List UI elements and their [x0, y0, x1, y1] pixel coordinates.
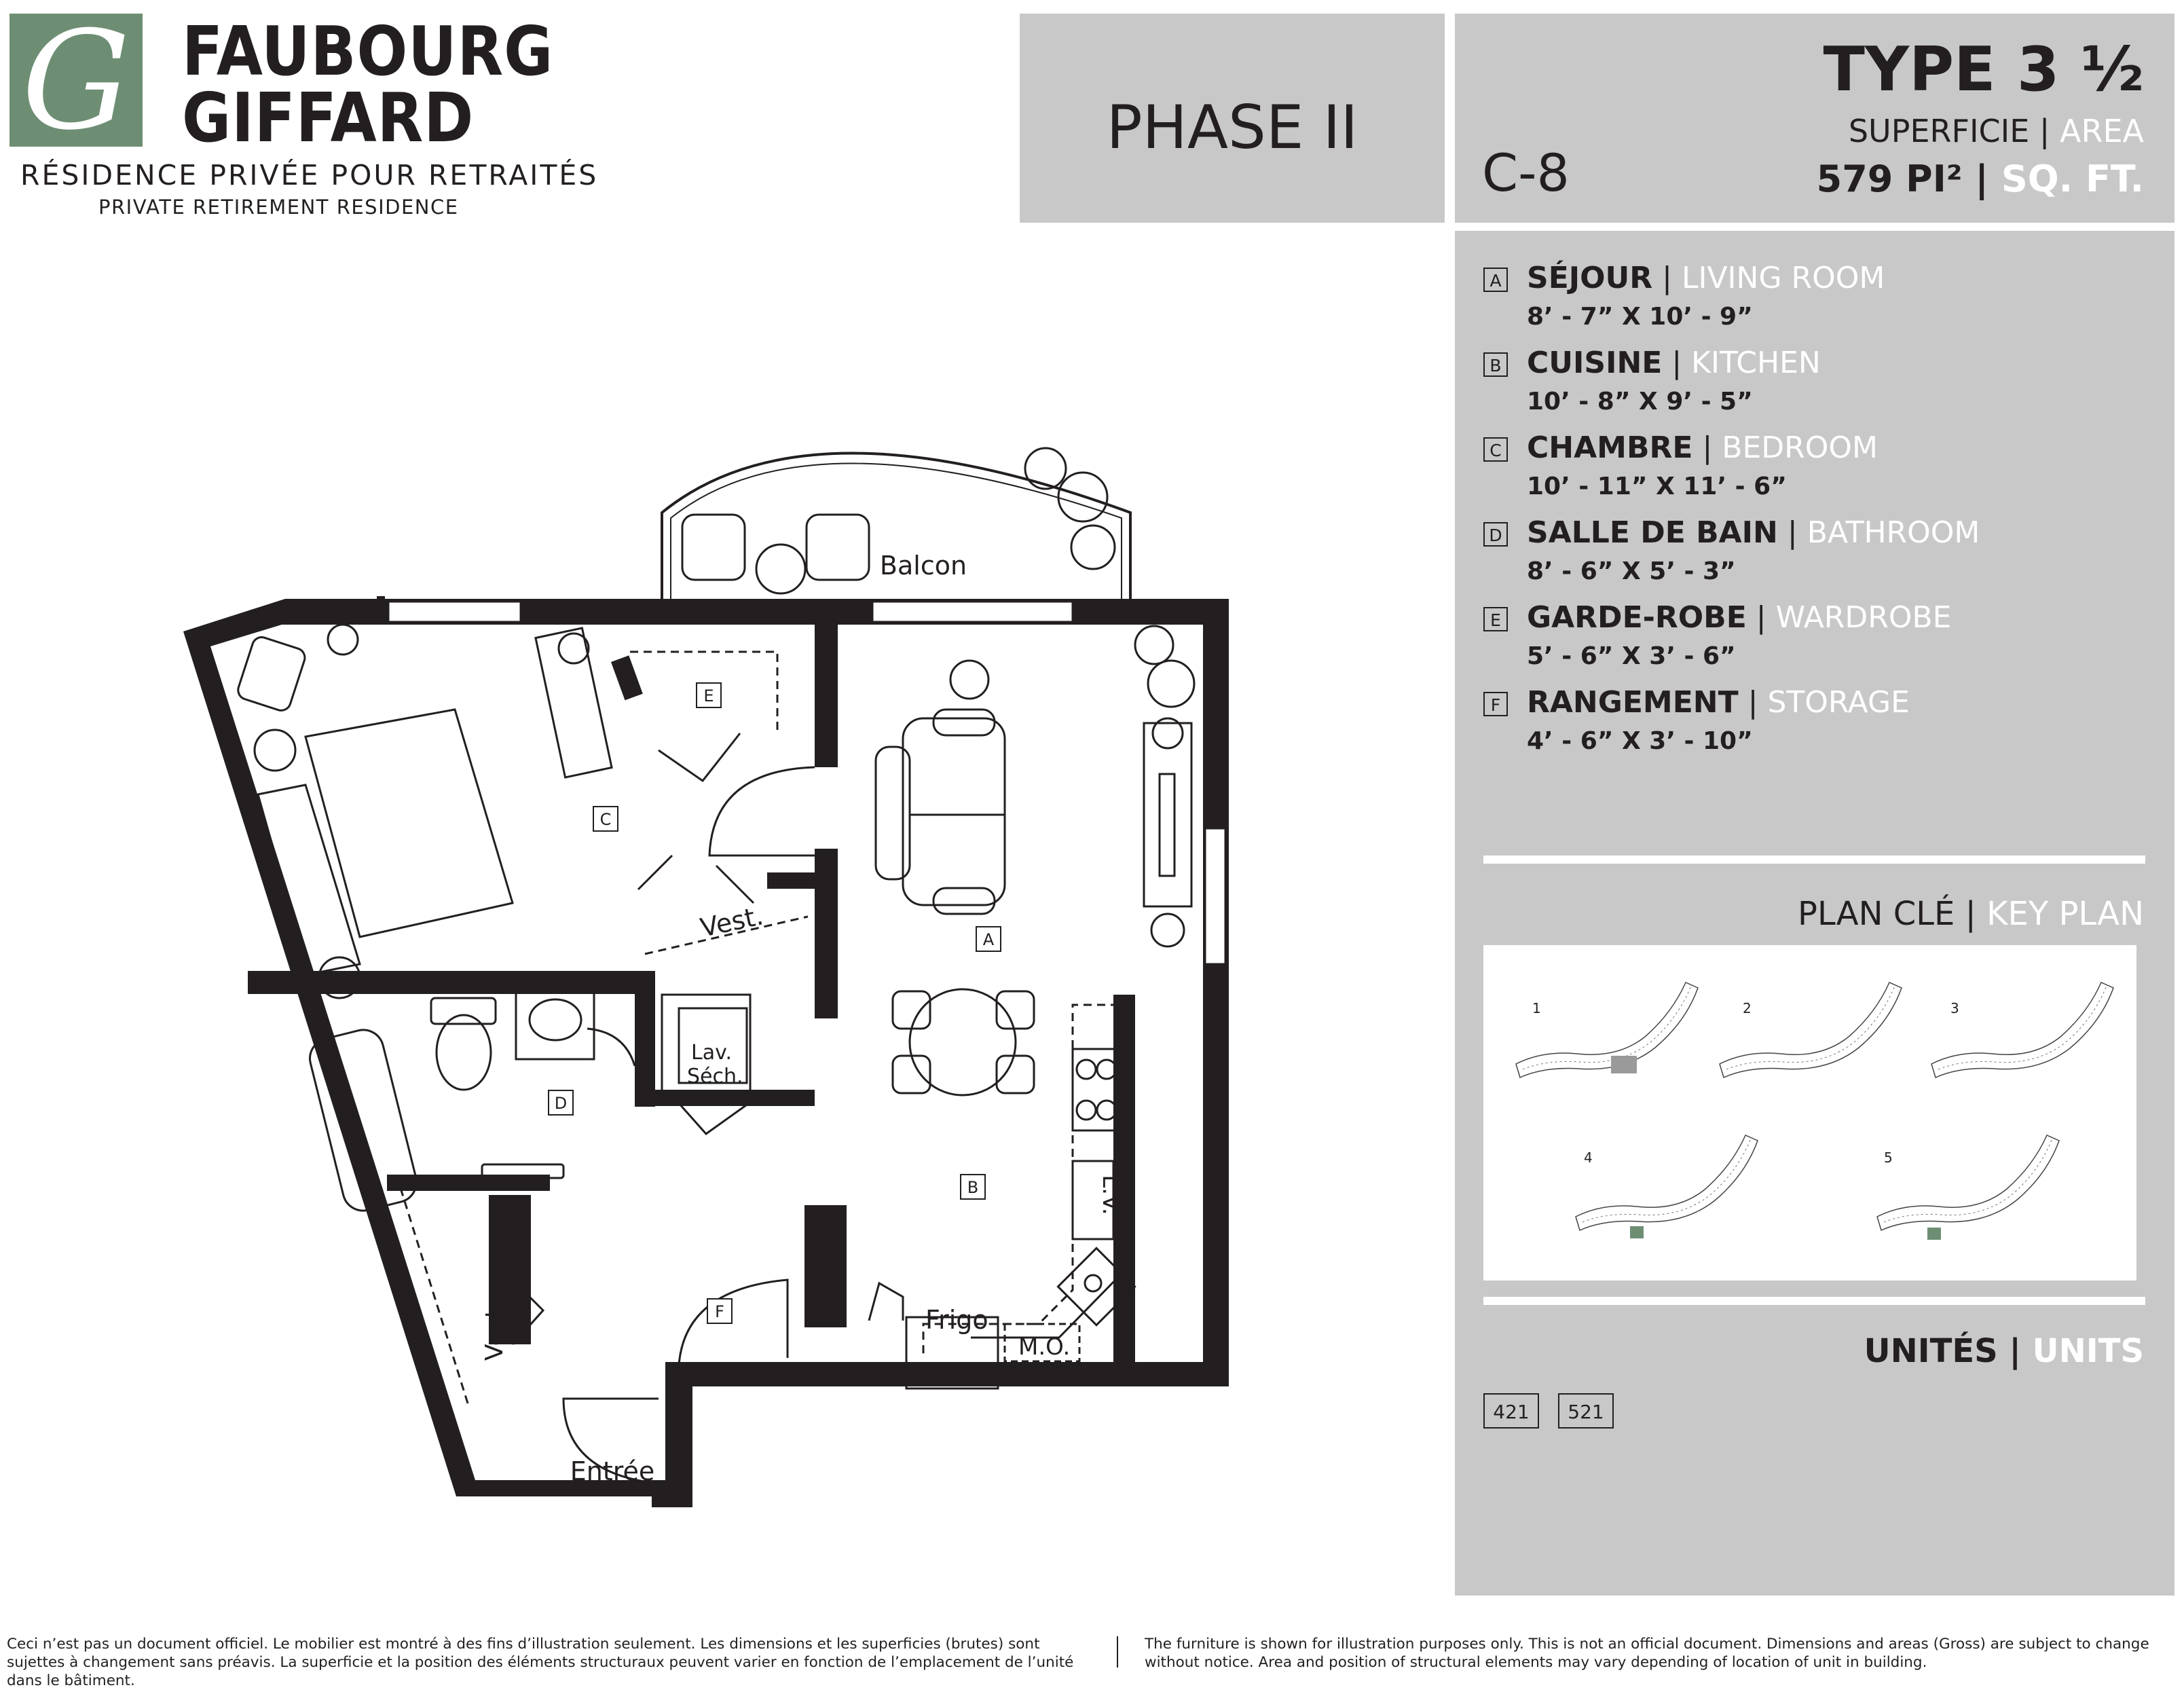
divider [1483, 1297, 2145, 1305]
key-plan-floor-label: 2 [1743, 1000, 1752, 1016]
separator: | [1756, 600, 1766, 635]
room-marker: E [703, 686, 714, 705]
microwave-label: M.O. [1018, 1333, 1071, 1361]
separator: | [1975, 158, 1989, 200]
door-swing [659, 733, 740, 781]
separator: | [1702, 430, 1713, 465]
key-plan-floor-label: 4 [1584, 1149, 1593, 1166]
divider [1483, 855, 2145, 864]
fridge-label: Frigo [925, 1305, 988, 1335]
room-dimensions: 8’ - 7” X 10’ - 9” [1527, 303, 1753, 331]
sofa [876, 710, 1005, 914]
laundry-label: Séch. [687, 1065, 743, 1088]
key-plan-floor-5 [1877, 1135, 2059, 1240]
key-plan-title-fr: PLAN CLÉ [1798, 895, 1955, 933]
area-caption [1849, 113, 2144, 149]
door-swing [709, 767, 815, 855]
door-swing [638, 855, 754, 903]
room-name-fr: CUISINE [1527, 346, 1663, 380]
room-marker: C [599, 810, 612, 829]
key-plan-highlight [1611, 1056, 1637, 1073]
room-name [1527, 685, 1910, 720]
divider [1117, 1636, 1118, 1668]
unit-code: C-8 [1482, 143, 1570, 203]
key-plan-highlight [1630, 1226, 1644, 1238]
dining-table [893, 989, 1034, 1095]
key-plan-title [1798, 895, 2144, 933]
dishwasher-label: L.V. [1097, 1175, 1124, 1215]
laundry-label: Lav. [691, 1041, 733, 1065]
unit-number-chip: 521 [1558, 1393, 1614, 1429]
room-letter-badge: E [1483, 607, 1508, 631]
key-plan-highlight [1927, 1228, 1941, 1240]
balcony-chair [682, 515, 869, 580]
balcony-table [756, 545, 805, 593]
room-dimensions: 4’ - 6” X 3’ - 10” [1527, 727, 1753, 755]
room-name [1527, 515, 1980, 550]
dresser [536, 628, 612, 777]
room-name [1527, 346, 1821, 380]
balcony-label: Balcon [879, 551, 967, 581]
logo-letter: G [22, 14, 130, 147]
key-plan [1483, 945, 2136, 1281]
room-name [1527, 600, 1951, 635]
room-marker: B [967, 1178, 979, 1197]
room-name-en: BEDROOM [1722, 430, 1878, 465]
room-letter-badge: C [1483, 437, 1508, 462]
room-name [1527, 261, 1885, 295]
room-letter-badge: B [1483, 352, 1508, 377]
room-name-fr: CHAMBRE [1527, 430, 1693, 465]
room-letter-badge: D [1483, 522, 1508, 547]
area-label-en: AREA [2060, 113, 2144, 149]
g-monogram-logo [10, 14, 143, 147]
separator: | [1965, 895, 1976, 933]
room-name-en: STORAGE [1767, 685, 1910, 720]
floor-plan [136, 380, 1249, 1534]
separator: | [1662, 261, 1672, 295]
tagline-fr: RÉSIDENCE PRIVÉE POUR RETRAITÉS [20, 159, 599, 191]
key-plan-floor-label: 1 [1532, 1000, 1541, 1016]
units-title-en: UNITS [2032, 1332, 2144, 1370]
unit-type-label: TYPE 3 ½ [1823, 34, 2144, 105]
room-name-en: BATHROOM [1807, 515, 1980, 550]
sink [516, 984, 594, 1059]
window [388, 602, 1225, 964]
room-dimensions: 8’ - 6” X 5’ - 3” [1527, 557, 1736, 585]
key-plan-floor-label: 5 [1884, 1149, 1893, 1166]
armchair [236, 635, 307, 713]
separator: | [1747, 685, 1758, 720]
brand-name-line1: FAUBOURG [182, 12, 554, 91]
tagline-en: PRIVATE RETIREMENT RESIDENCE [98, 196, 459, 219]
key-plan-title-en: KEY PLAN [1986, 895, 2144, 933]
brand-name-line2: GIFFARD [182, 78, 475, 158]
room-dimensions: 10’ - 8” X 9’ - 5” [1527, 388, 1753, 416]
door-swing [869, 1283, 903, 1321]
room-name-en: WARDROBE [1775, 600, 1952, 635]
vestibule-label: Vest. [697, 900, 766, 943]
room-name-fr: SALLE DE BAIN [1527, 515, 1778, 550]
room-name-en: LIVING ROOM [1681, 261, 1885, 295]
key-plan-floor-4 [1576, 1135, 1758, 1238]
phase-box [1020, 14, 1445, 223]
disclaimer-en: The furniture is shown for illustration purposes only. This is not an official document. Dimensions and areas (Gross) are subject to change without notice. Area and position of structural elements may vary depending of location of unit in building. [1145, 1636, 2149, 1671]
room-marker: F [715, 1302, 724, 1321]
key-plan-floor-1 [1516, 982, 1698, 1078]
room-dimensions: 10’ - 11” X 11’ - 6” [1527, 473, 1787, 500]
separator: | [2039, 113, 2050, 149]
unit-type-box [1455, 14, 2174, 223]
room-name-fr: GARDE-ROBE [1527, 600, 1747, 635]
room-letter-badge: A [1483, 268, 1508, 292]
area-value [1817, 158, 2144, 200]
room-name-en: KITCHEN [1691, 346, 1821, 380]
room-letter-badge: F [1483, 692, 1508, 716]
room-name [1527, 430, 1878, 465]
room-dimensions: 5’ - 6” X 3’ - 6” [1527, 642, 1736, 670]
key-plan-floor-3 [1931, 982, 2113, 1078]
vestibule-label: Vest. [481, 1300, 508, 1361]
room-name-fr: SÉJOUR [1527, 261, 1653, 295]
disclaimer-fr: Ceci n’est pas un document officiel. Le mobilier est montré à des fins d’illustration seulement. Les dimensions et les superficies (brutes) sont sujettes à changement sans préavis. La superficie et la position des éléments structuraux peuvent varier en fonction de l’emplacement de l’unité dans le bâtiment. [7, 1636, 1074, 1689]
tv-console [1144, 718, 1191, 946]
key-plan-floor-label: 3 [1950, 1000, 1959, 1016]
phase-label: PHASE II [1106, 92, 1358, 162]
side-table [950, 661, 988, 699]
entrance-label: Entrée [570, 1456, 655, 1486]
nightstand [255, 625, 589, 998]
room-info-panel [1455, 231, 2174, 1596]
separator: | [1787, 515, 1798, 550]
separator: | [1671, 346, 1682, 380]
area-value-fr: 579 PI² [1816, 158, 1963, 200]
separator: | [2009, 1332, 2021, 1370]
units-title-fr: UNITÉS [1864, 1332, 1998, 1370]
area-unit-en: SQ. FT. [2001, 158, 2144, 200]
room-name-fr: RANGEMENT [1527, 685, 1739, 720]
units-title [1864, 1332, 2144, 1370]
stove-icon [1073, 1049, 1119, 1130]
key-plan-floor-2 [1720, 982, 1902, 1078]
room-letter-markers [549, 683, 1001, 1323]
area-label-fr: SUPERFICIE [1848, 113, 2030, 149]
room-marker: A [982, 930, 995, 949]
room-marker: D [554, 1094, 568, 1113]
unit-number-chip: 421 [1483, 1393, 1539, 1429]
toilet [431, 998, 496, 1090]
